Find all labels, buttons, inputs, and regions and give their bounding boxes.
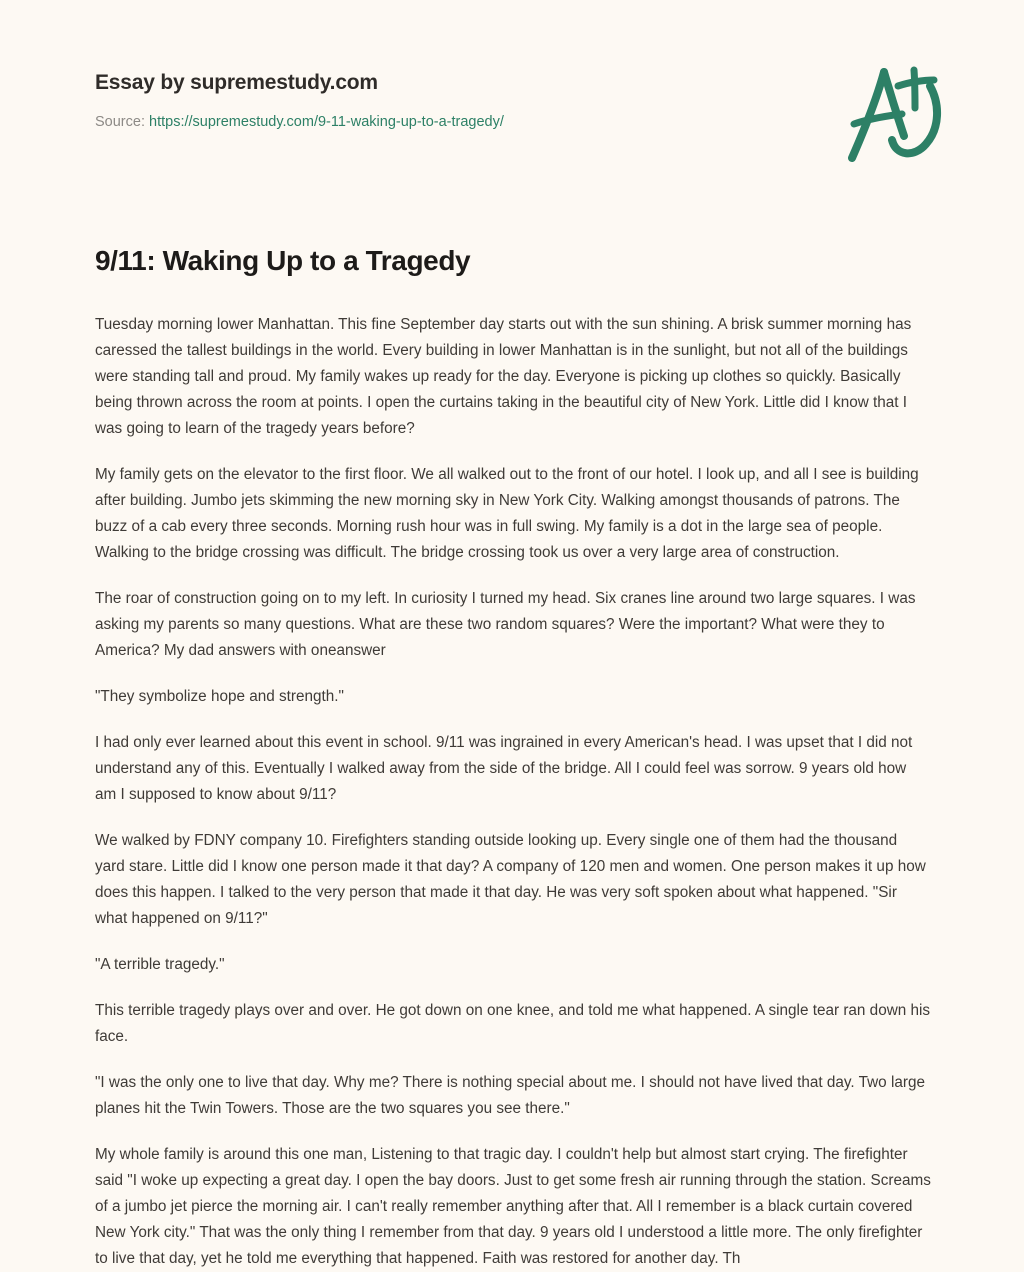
page-title: 9/11: Waking Up to a Tragedy (95, 245, 471, 276)
paragraph-quote: "I was the only one to live that day. Why me? There is nothing special about me. I should not have lived that day. Two large planes hit the Twin Towers. Those are the two squares you see there." (95, 1074, 925, 1117)
brand-block (95, 70, 795, 132)
paragraph: The roar of construction going on to my left. In curiosity I turned my head. Six cranes line around two large squares. I was asking my parents so many questions. What are these two random squares? Were the important? What were they to America? My dad answers with oneanswer (95, 590, 916, 659)
brand-title: Essay by supremestudy.com (95, 71, 378, 94)
source-line (95, 113, 795, 132)
a-plus-logo-svg (836, 56, 956, 176)
paragraph: My whole family is around this one man, Listening to that tragic day. I couldn't help but almost start crying. The firefighter said "I woke up expecting a great day. I open the bay doors. Just to get some fresh air running through the station. Screams of a jumbo jet pierce the morning air. I can't really remember anything after that. All I remember is a black curtain covered New York city." That was the only thing I remember from that day. 9 years old I understood a little more. The only firefighter to live that day, yet he told me everything that happened. Faith was restored for another day. Th (95, 1146, 931, 1267)
paragraph-quote: "They symbolize hope and strength." (95, 688, 344, 705)
a-plus-logo-icon (836, 56, 956, 176)
paragraph: My family gets on the elevator to the first floor. We all walked out to the front of our hotel. I look up, and all I see is building after building. Jumbo jets skimming the new morning sky in New York City. Walking amongst thousands of patrons. The buzz of a cab every three seconds. Morning rush hour was in full swing. My family is a dot in the large sea of people. Walking to the bridge crossing was difficult. The bridge crossing took us over a very large area of construction. (95, 466, 919, 561)
paragraph: I had only ever learned about this event in school. 9/11 was ingrained in every American's head. I was upset that I did not understand any of this. Eventually I walked away from the side of the bridge. All I could feel was sorrow. 9 years old how am I supposed to know about 9/11? (95, 734, 913, 803)
source-url-link[interactable]: https://supremestudy.com/9-11-waking-up-to-a-tragedy/ (149, 114, 504, 131)
paragraph: Tuesday morning lower Manhattan. This fine September day starts out with the sun shining. A brisk summer morning has caressed the tallest buildings in the world. Every building in lower Manhattan is in the sunlight, but not all of the buildings were standing tall and proud. My family wakes up ready for the day. Everyone is picking up clothes so quickly. Basically being thrown across the room at points. I open the curtains taking in the beautiful city of New York. Little did I know that I was going to learn of the tragedy years before? (95, 316, 912, 437)
paragraph: This terrible tragedy plays over and over. He got down on one knee, and told me what happened. A single tear ran down his face. (95, 1002, 931, 1045)
paragraph-quote: "A terrible tragedy." (95, 956, 225, 973)
source-label: Source: (95, 114, 145, 131)
article-body (95, 312, 931, 1272)
paragraph: We walked by FDNY company 10. Firefighters standing outside looking up. Every single one of them had the thousand yard stare. Little did I know one person made it that day? A company of 120 men and women. One person makes it up how does this happen. I talked to the very person that made it that day. He was very soft spoken about what happened. "Sir what happened on 9/11?" (95, 832, 926, 927)
article (95, 243, 931, 1272)
page-header (0, 0, 1024, 200)
